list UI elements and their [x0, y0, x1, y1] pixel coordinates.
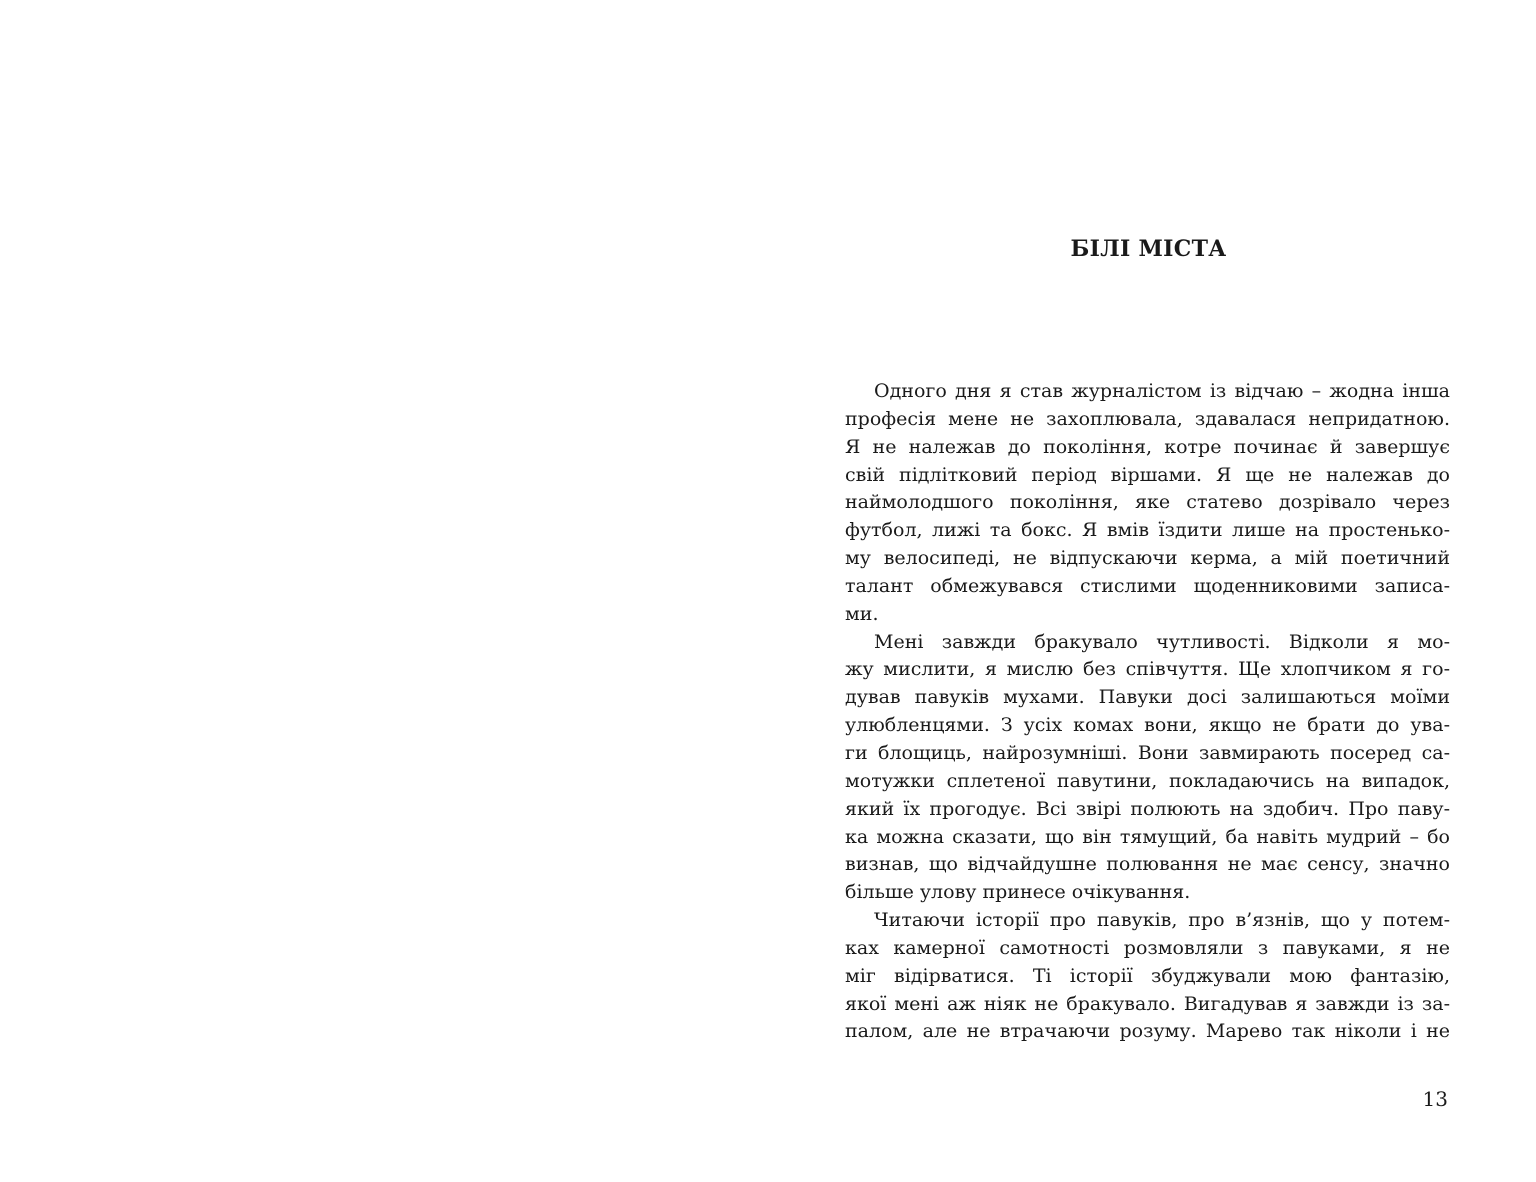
paragraph-2 [845, 629, 1450, 907]
text-line: улюбленцями. З усіх комах вони, якщо не брати до ува- [845, 714, 1450, 737]
text-line: талант обмежувався стислими щоденниковими записа- [845, 574, 1450, 597]
text-line: наймолодшого покоління, яке статево дозрівало через [845, 491, 1450, 514]
text-line: Я не належав до покоління, котре починає й завершує [845, 435, 1450, 458]
text-line: Мені завжди бракувало чутливості. Відколи я мо- [874, 630, 1450, 653]
right-page [768, 0, 1536, 1182]
text-line: Читаючи історії про павуків, про в’язнів, що у потем- [874, 909, 1450, 932]
text-line: ка можна сказати, що він тямущий, ба навіть мудрий – бо [845, 825, 1450, 848]
text-line: дував павуків мухами. Павуки досі залишаються моїми [845, 686, 1450, 709]
text-line: Одного дня я став журналістом із відчаю – жодна інша [874, 380, 1450, 402]
text-line: футбол, лижі та бокс. Я вмів їздити лише на простенько- [845, 519, 1450, 542]
text-line: свій підлітковий період віршами. Я ще не належав до [845, 463, 1450, 486]
paragraph-3 [845, 907, 1450, 1046]
text-line: му велосипеді, не відпускаючи керма, а мій поетичний [845, 547, 1450, 570]
text-line: палом, але не втрачаючи розуму. Марево так ніколи і не [845, 1020, 1450, 1043]
text-line: який їх прогодує. Всі звірі полюють на здобич. Про паву- [845, 797, 1450, 820]
text-line: жу мислити, я мислю без співчуття. Ще хлопчиком я го- [845, 658, 1450, 681]
text-line: ках камерної самотності розмовляли з павуками, я не [845, 936, 1450, 959]
text-line: ми. [845, 602, 879, 625]
text-line: визнав, що відчайдушне полювання не має сенсу, значно [845, 853, 1450, 876]
text-line: міг відірватися. Ті історії збуджували мою фантазію, [845, 964, 1450, 987]
chapter-title: БІЛІ МІСТА [1070, 236, 1227, 262]
text-line: ги блощиць, найрозумніші. Вони завмирають посеред са- [845, 741, 1450, 764]
text-line: якої мені аж ніяк не бракувало. Вигадував я завжди із за- [845, 992, 1450, 1015]
body-text [845, 378, 1450, 1046]
paragraph-1 [845, 378, 1450, 629]
text-line: більше улову принесе очікування. [845, 881, 1191, 904]
text-line: мотужки сплетеної павутини, покладаючись на випадок, [845, 769, 1450, 792]
page-number: 13 [1422, 1087, 1448, 1111]
text-line: професія мене не захоплювала, здавалася непридатною. [845, 407, 1450, 430]
